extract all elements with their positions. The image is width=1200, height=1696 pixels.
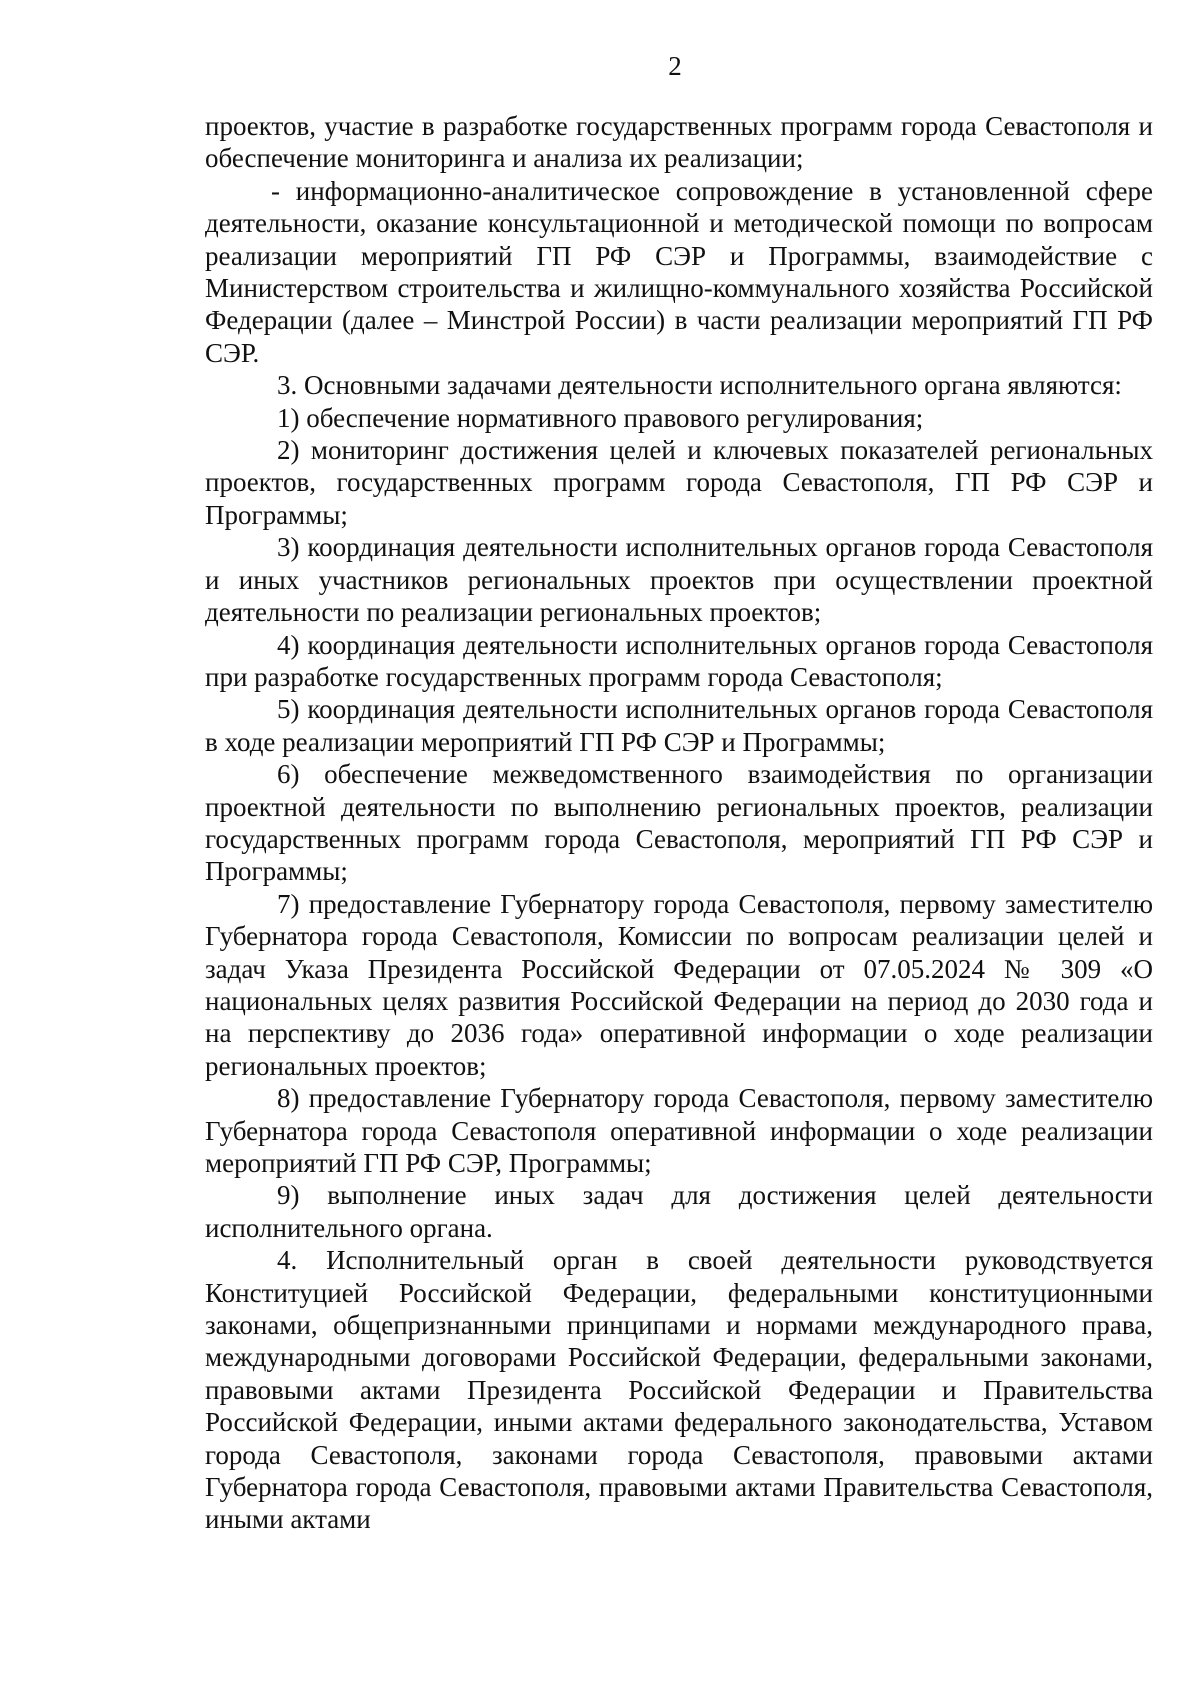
paragraph-task-9: 9) выполнение иных задач для достижения целей деятельности исполнительного органа. xyxy=(205,1180,1153,1243)
paragraph-task-1: 1) обеспечение нормативного правового регулирования; xyxy=(277,402,924,433)
paragraph-task-2: 2) мониторинг достижения целей и ключевых показателей региональных проектов, государственных программ города Севастополя, ГП РФ СЭР и Программы; xyxy=(205,435,1153,530)
paragraph-section-4: 4. Исполнительный орган в своей деятельности руководствуется Конституцией Российской Федерации, федеральными конституционными законами, общепризнанными принципами и нормами международного права, международными договорами Российской Федерации, федеральными законами, правовыми актами Президента Российской Федерации и Правительства Российской Федерации, иными актами федерального законодательства, Уставом города Севастополя, законами города Севастополя, правовыми актами Губернатора города Севастополя, правовыми актами Правительства Севастополя, иными актами xyxy=(205,1245,1153,1535)
paragraph-task-4: 4) координация деятельности исполнительных органов города Севастополя при разработке государственных программ города Севастополя; xyxy=(205,629,1153,692)
paragraph-task-3: 3) координация деятельности исполнительных органов города Севастополя и иных участников региональных проектов при осуществлении проектной деятельности по реализации региональных проектов; xyxy=(205,532,1153,628)
paragraph-list-dash-item: - информационно-аналитическое сопровождение в установленной сфере деятельности, оказание консультационной и методической помощи по вопросам реализации мероприятий ГП РФ СЭР и Программы, взаимодействие с Министерством строительства и жилищно-коммунального хозяйства Российской Федерации (далее – Минстрой России) в части реализации мероприятий ГП РФ СЭР. xyxy=(205,175,1153,368)
page-number: 2 xyxy=(668,51,682,81)
paragraph-continuation: проектов, участие в разработке государственных программ города Севастополя и обеспечение мониторинга и анализа их реализации; xyxy=(205,111,1153,174)
document-body xyxy=(205,110,1153,1536)
paragraph-task-8: 8) предоставление Губернатору города Севастополя, первому заместителю Губернатора города Севастополя оперативной информации о ходе реализации мероприятий ГП РФ СЭР, Программы; xyxy=(205,1083,1153,1178)
paragraph-section-3: 3. Основными задачами деятельности исполнительного органа являются: xyxy=(277,370,1122,401)
paragraph-task-7: 7) предоставление Губернатору города Севастополя, первому заместителю Губернатора города Севастополя, Комиссии по вопросам реализации целей и задач Указа Президента Российской Федерации от 07.05.2024 № 309 «О национальных целях развития Российской Федерации на период до 2030 года и на перспективу до 2036 года» оперативной информации о ходе реализации региональных проектов; xyxy=(205,888,1153,1081)
paragraph-task-5: 5) координация деятельности исполнительных органов города Севастополя в ходе реализации мероприятий ГП РФ СЭР и Программы; xyxy=(205,694,1153,757)
paragraph-task-6: 6) обеспечение межведомственного взаимодействия по организации проектной деятельности по выполнению региональных проектов, реализации государственных программ города Севастополя, мероприятий ГП РФ СЭР и Программы; xyxy=(205,759,1153,887)
